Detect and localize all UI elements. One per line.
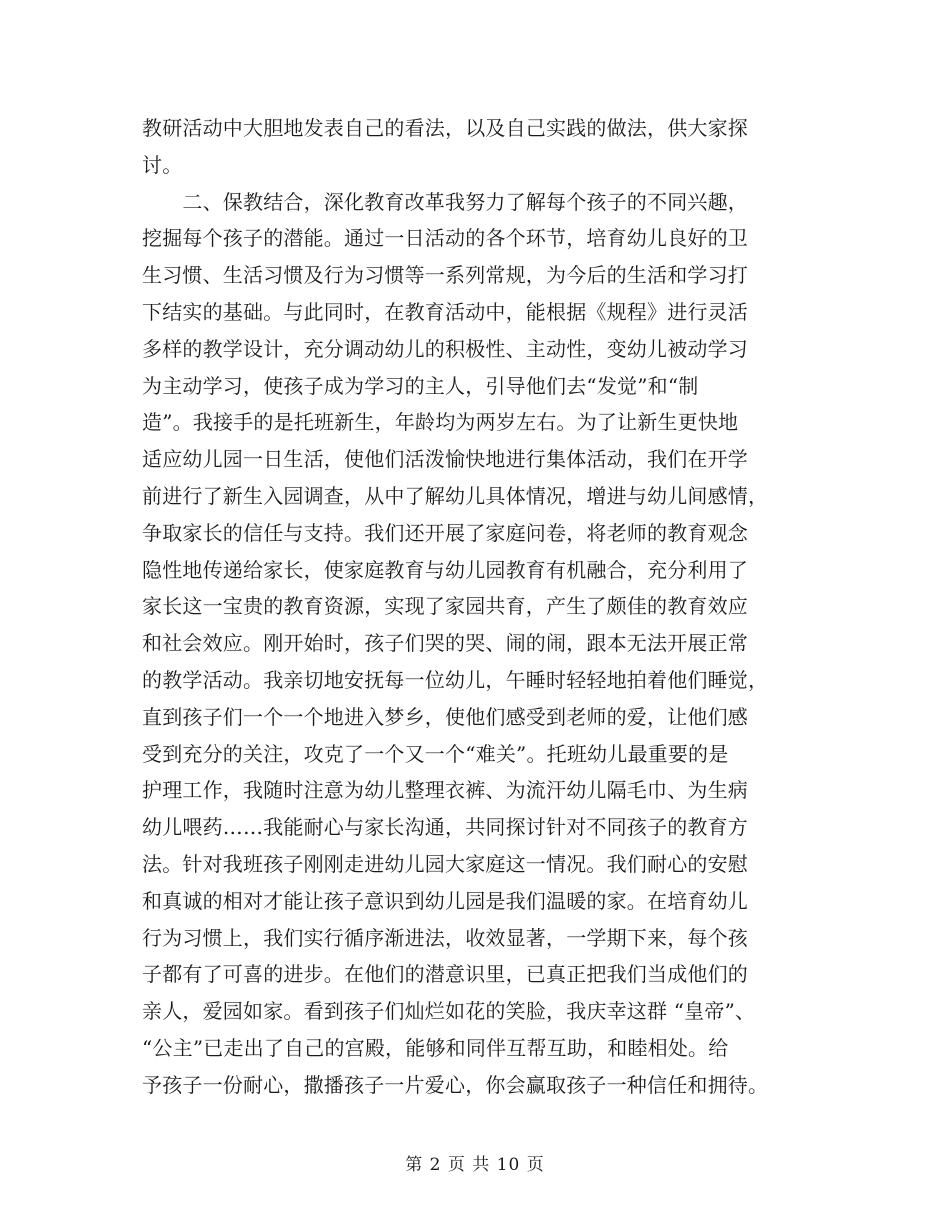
text-line: 隐性地传递给家长，使家庭教育与幼儿园教育有机融合，充分利用了: [142, 557, 748, 582]
text-line: 护理工作，我随时注意为幼儿整理衣裤、为流汗幼儿隔毛巾、为生病: [142, 778, 748, 803]
text-line: 直到孩子们一个一个地进入梦乡，使他们感受到老师的爱，让他们感: [142, 704, 748, 729]
text-line: 和真诚的相对才能让孩子意识到幼儿园是我们温暖的家。在培育幼儿: [142, 888, 748, 913]
text-line: 挖掘每个孩子的潜能。通过一日活动的各个环节，培育幼儿良好的卫: [142, 226, 748, 251]
text-line: 前进行了新生入园调查，从中了解幼儿具体情况，增进与幼儿间感情，: [142, 483, 769, 508]
text-line: 下结实的基础。与此同时，在教育活动中，能根据《规程》进行灵活: [142, 299, 748, 324]
paragraph-start-line: 二、保教结合，深化教育改革我努力了解每个孩子的不同兴趣，: [142, 189, 748, 214]
text-line: “公主”已走出了自己的宫殿，能够和同伴互帮互助，和睦相处。给: [142, 1035, 729, 1060]
text-line: 教研活动中大胆地发表自己的看法，以及自己实践的做法，供大家探: [142, 116, 748, 140]
text-line: 为主动学习，使孩子成为学习的主人，引导他们去“发觉”和“制: [142, 373, 699, 398]
text-line: 子都有了可喜的进步。在他们的潜意识里，已真正把我们当成他们的: [142, 962, 748, 987]
text-line: 亲人，爱园如家。看到孩子们灿烂如花的笑脸，我庆幸这群 “皇帝”、: [142, 999, 756, 1024]
page-footer: 第 2 页 共 10 页: [405, 1155, 545, 1175]
text-line: 和社会效应。刚开始时，孩子们哭的哭、闹的闹，跟本无法开展正常: [142, 631, 748, 656]
text-line: 的教学活动。我亲切地安抚每一位幼儿，午睡时轻轻地拍着他们睡觉，: [142, 667, 769, 692]
body-text: [142, 110, 822, 1104]
text-line: 讨。: [142, 152, 183, 177]
text-line: 生习惯、生活习惯及行为习惯等一系列常规，为今后的生活和学习打: [142, 263, 748, 288]
text-line: 争取家长的信任与支持。我们还开展了家庭问卷，将老师的教育观念: [142, 520, 748, 545]
text-line: 行为习惯上，我们实行循序渐进法，收效显著，一学期下来，每个孩: [142, 925, 748, 950]
text-line: 适应幼儿园一日生活，使他们活泼愉快地进行集体活动，我们在开学: [142, 447, 748, 472]
text-line: 造”。我接手的是托班新生，年龄均为两岁左右。为了让新生更快地: [142, 410, 739, 435]
text-line: 受到充分的关注，攻克了一个又一个“难关”。托班幼儿最重要的是: [142, 741, 729, 766]
text-line: 多样的教学设计，充分调动幼儿的积极性、主动性，变幼儿被动学习: [142, 336, 748, 361]
text-line: 家长这一宝贵的教育资源，实现了家园共育，产生了颇佳的教育效应: [142, 594, 748, 619]
text-line: 幼儿喂药……我能耐心与家长沟通，共同探讨针对不同孩子的教育方: [142, 815, 748, 840]
text-line: 予孩子一份耐心，撒播孩子一片爱心，你会赢取孩子一种信任和拥待。: [142, 1072, 769, 1097]
text-line: 法。针对我班孩子刚刚走进幼儿园大家庭这一情况。我们耐心的安慰: [142, 851, 748, 876]
